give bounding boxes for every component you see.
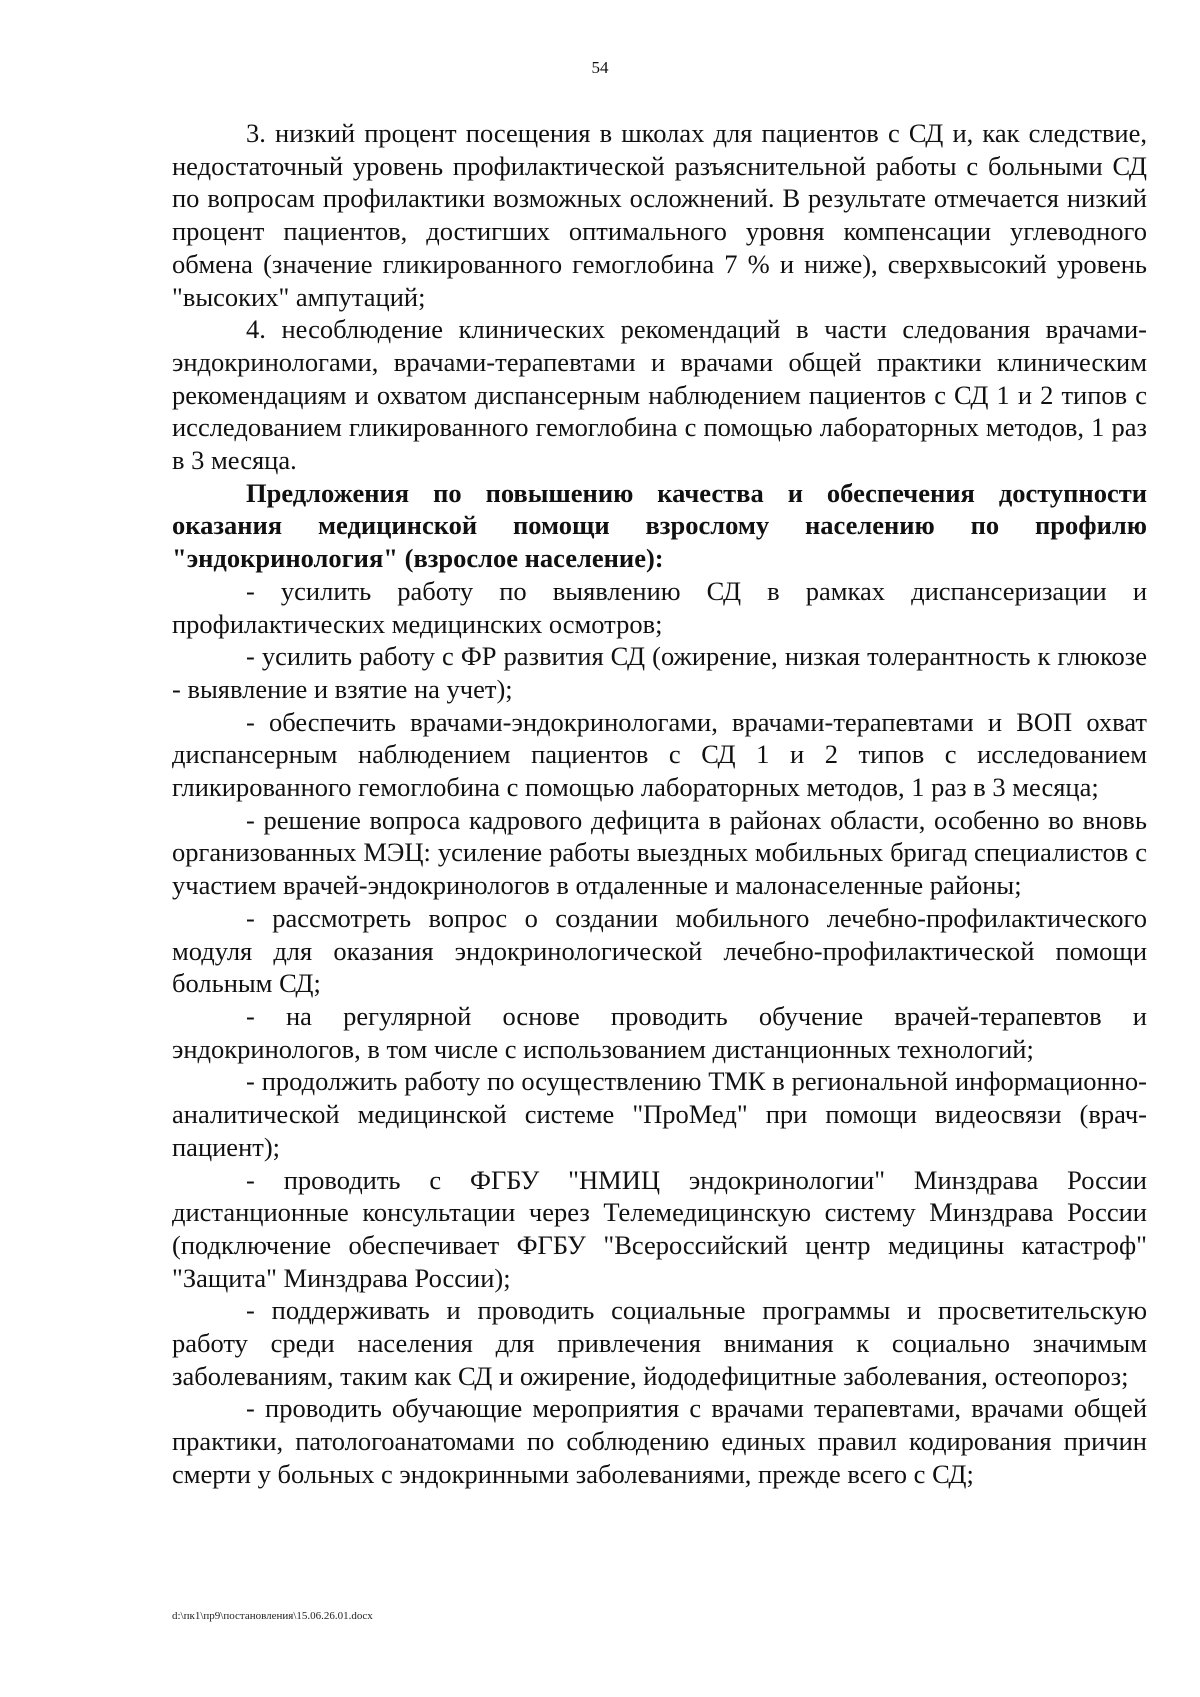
page-number: 54 [591,58,609,77]
proposal-item: - продолжить работу по осуществлению ТМК в региональной информационно-аналитической медицинской системе "ПроМед" при помощи видеосвязи (врач-пациент); [172,1066,1147,1162]
proposal-item: - проводить обучающие мероприятия с врачами терапевтами, врачами общей практики, патологоанатомами по соблюдению единых правил кодирования причин смерти у больных с эндокринными заболеваниями, прежде всего с СД; [172,1393,1147,1489]
proposal-item: - проводить с ФГБУ "НМИЦ эндокринологии" Минздрава России дистанционные консультации через Телемедицинскую систему Минздрава России (подключение обеспечивает ФГБУ "Всероссийский центр медицины катастроф" "Защита" Минздрава России); [172,1164,1147,1293]
proposal-item: - поддерживать и проводить социальные программы и просветительскую работу среди населения для привлечения внимания к социально значимым заболеваниям, таким как СД и ожирение, йододефицитные заболевания, остеопороз; [172,1295,1147,1391]
proposal-item: - решение вопроса кадрового дефицита в районах области, особенно во вновь организованных МЭЦ: усиление работы выездных мобильных бригад специалистов с участием врачей-эндокринологов в отдаленные и малонаселенные районы; [172,804,1147,901]
paragraph-item-4: 4. несоблюдение клинических рекомендаций в части следования врачами-эндокринологами, врачами-терапевтами и врачами общей практики клиническим рекомендациям и охватом диспансерным наблюдением пациентов с СД 1 и 2 типов с исследованием гликированного гемоглобина с помощью лабораторных методов, 1 раз в 3 месяца. [172,314,1147,476]
proposal-item: - усилить работу по выявлению СД в рамках диспансеризации и профилактических медицинских осмотров; [172,575,1147,639]
section-heading: Предложения по повышению качества и обеспечения доступности оказания медицинской помощи взрослому населению по профилю "эндокринология" (взрослое население): [172,477,1147,574]
proposal-item: - на регулярной основе проводить обучение врачей-терапевтов и эндокринологов, в том числе с использованием дистанционных технологий; [172,1000,1147,1064]
proposal-item: - обеспечить врачами-эндокринологами, врачами-терапевтами и ВОП охват диспансерным наблюдением пациентов с СД 1 и 2 типов с исследованием гликированного гемоглобина с помощью лабораторных методов, 1 раз в 3 месяца; [172,706,1147,803]
paragraph-item-3: 3. низкий процент посещения в школах для пациентов с СД и, как следствие, недостаточный уровень профилактической разъяснительной работы с больными СД по вопросам профилактики возможных осложнений. В результате отмечается низкий процент пациентов, достигших оптимального уровня компенсации углеводного обмена (значение гликированного гемоглобина 7 % и ниже), сверхвысокий уровень "высоких" ампутаций; [172,118,1147,312]
proposal-item: - усилить работу с ФР развития СД (ожирение, низкая толерантность к глюкозе - выявление и взятие на учет); [172,641,1147,704]
footer-file-path: d:\пк1\пр9\постановления\15.06.26.01.docx [172,1610,373,1622]
proposal-item: - рассмотреть вопрос о создании мобильного лечебно-профилактического модуля для оказания эндокринологической лечебно-профилактической помощи больным СД; [172,902,1147,999]
document-body [172,117,1147,1491]
